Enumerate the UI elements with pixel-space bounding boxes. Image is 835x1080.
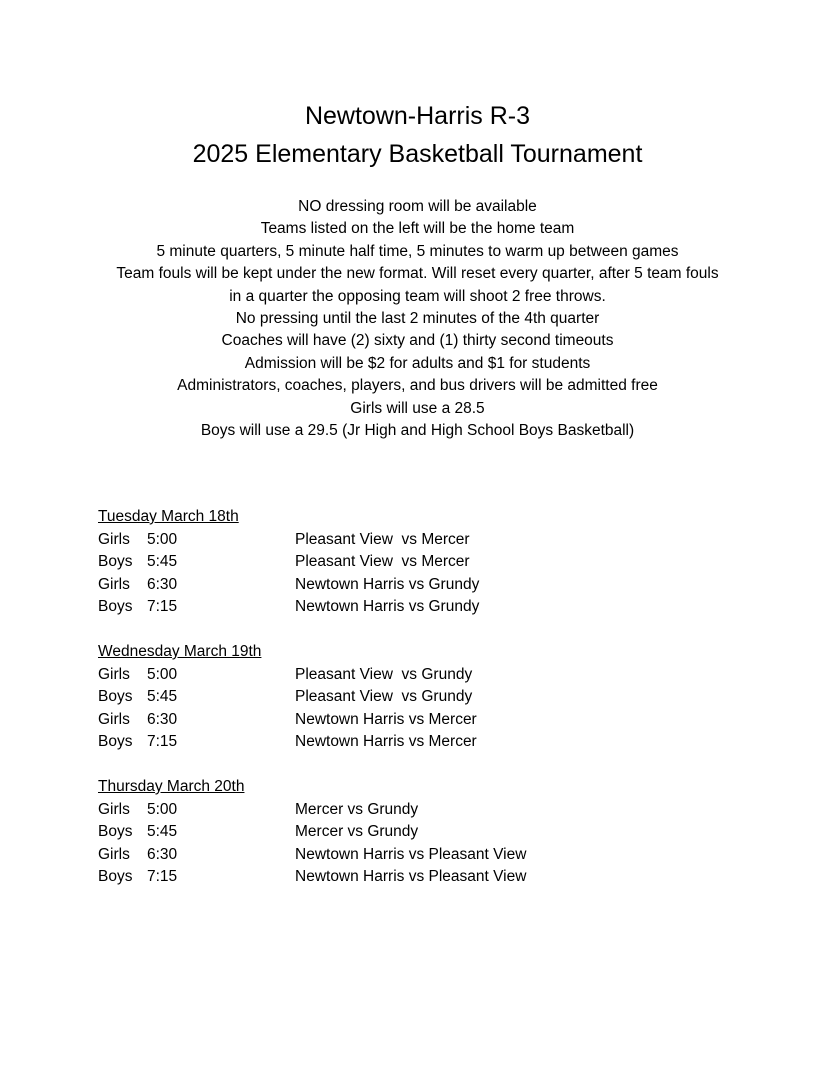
game-time: 6:30 — [147, 845, 178, 863]
game-time: 6:30 — [147, 575, 178, 593]
game-matchup: Pleasant View vs Mercer — [295, 553, 470, 570]
game-division: Girls — [98, 800, 130, 818]
game-row — [98, 866, 738, 889]
day-section-wednesday — [98, 641, 738, 754]
rule-item: Team fouls will be kept under the new format. Will reset every quarter, after 5 team fouls — [116, 265, 719, 283]
tournament-title: 2025 Elementary Basketball Tournament — [192, 140, 643, 168]
game-row — [98, 686, 738, 709]
day-heading: Tuesday March 18th — [98, 508, 239, 525]
game-row — [98, 529, 738, 552]
rule-item: Administrators, coaches, players, and bus drivers will be admitted free — [177, 377, 658, 395]
game-time: 7:15 — [147, 868, 178, 885]
game-division: Girls — [98, 665, 130, 683]
game-matchup: Pleasant View vs Grundy — [295, 688, 473, 705]
game-time: 6:30 — [147, 710, 178, 728]
game-row — [98, 709, 738, 732]
rule-item: Boys will use a 29.5 (Jr High and High School Boys Basketball) — [200, 421, 635, 439]
schedule — [98, 506, 738, 911]
game-time: 5:00 — [147, 800, 178, 818]
game-matchup: Newtown Harris vs Mercer — [295, 710, 477, 728]
game-division: Boys — [98, 553, 133, 570]
game-matchup: Newtown Harris vs Mercer — [295, 733, 477, 750]
game-time: 5:45 — [147, 688, 178, 705]
title-block — [0, 97, 835, 173]
game-matchup: Newtown Harris vs Pleasant View — [295, 868, 527, 885]
game-matchup: Pleasant View vs Grundy — [295, 665, 473, 683]
day-section-thursday — [98, 776, 738, 889]
game-matchup: Mercer vs Grundy — [295, 800, 419, 818]
game-time: 7:15 — [147, 598, 178, 615]
rule-item: Teams listed on the left will be the home team — [260, 220, 575, 238]
game-row — [98, 821, 738, 844]
rules-list — [0, 196, 835, 442]
game-matchup: Pleasant View vs Mercer — [295, 530, 470, 548]
rule-item: 5 minute quarters, 5 minute half time, 5 minutes to warm up between games — [156, 242, 679, 260]
game-time: 5:00 — [147, 530, 178, 548]
game-time: 7:15 — [147, 733, 178, 750]
day-heading: Wednesday March 19th — [98, 643, 262, 660]
game-matchup: Newtown Harris vs Grundy — [295, 575, 480, 593]
game-row — [98, 664, 738, 687]
game-time: 5:00 — [147, 665, 178, 683]
rule-item: in a quarter the opposing team will shoot 2 free throws. — [229, 287, 606, 305]
game-time: 5:45 — [147, 823, 178, 840]
rule-item: NO dressing room will be available — [298, 198, 537, 215]
game-matchup: Mercer vs Grundy — [295, 823, 419, 840]
game-matchup: Newtown Harris vs Pleasant View — [295, 845, 527, 863]
game-division: Girls — [98, 530, 130, 548]
game-division: Boys — [98, 733, 133, 750]
rule-item: Coaches will have (2) sixty and (1) thirty second timeouts — [221, 332, 614, 350]
game-division: Boys — [98, 868, 133, 885]
game-row — [98, 799, 738, 822]
game-division: Girls — [98, 845, 130, 863]
rule-item: Girls will use a 28.5 — [350, 399, 485, 417]
game-row — [98, 731, 738, 754]
rule-item: No pressing until the last 2 minutes of the 4th quarter — [235, 309, 600, 327]
game-division: Boys — [98, 688, 133, 705]
game-division: Girls — [98, 575, 130, 593]
game-division: Boys — [98, 598, 133, 615]
day-section-tuesday — [98, 506, 738, 619]
game-time: 5:45 — [147, 553, 178, 570]
game-division: Boys — [98, 823, 133, 840]
day-heading: Thursday March 20th — [98, 778, 245, 795]
game-row — [98, 574, 738, 597]
school-title: Newtown-Harris R-3 — [304, 102, 531, 130]
game-matchup: Newtown Harris vs Grundy — [295, 598, 480, 615]
game-row — [98, 551, 738, 574]
rule-item: Admission will be $2 for adults and $1 for students — [244, 354, 591, 372]
game-row — [98, 844, 738, 867]
game-row — [98, 596, 738, 619]
game-division: Girls — [98, 710, 130, 728]
